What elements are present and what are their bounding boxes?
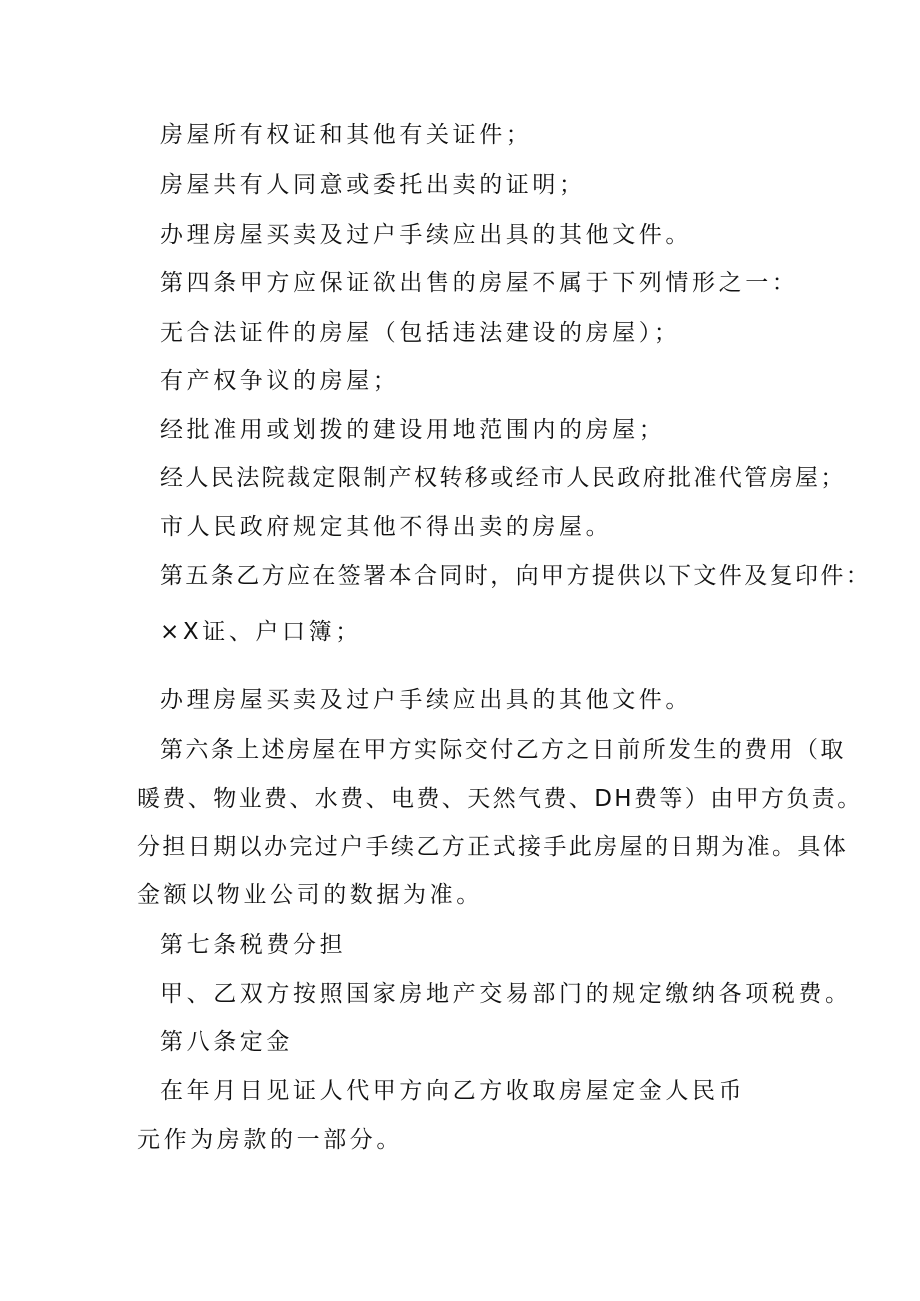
article-heading: 第四条甲方应保证欲出售的房屋不属于下列情形之一： [160, 270, 799, 296]
paragraph-line: 有产权争议的房屋； [160, 368, 400, 394]
paragraph-line: 金额以物业公司的数据为准。 [137, 882, 483, 908]
paragraph-line: 分担日期以办完过户手续乙方正式接手此房屋的日期为准。具体 [137, 834, 849, 860]
paragraph-line: 房屋共有人同意或委托出卖的证明； [160, 172, 586, 198]
paragraph-line: 办理房屋买卖及过户手续应出具的其他文件。 [160, 687, 692, 713]
paragraph-line: ×X证、户口簿； [160, 619, 362, 645]
paragraph-line: 无合法证件的房屋（包括违法建设的房屋）； [160, 320, 681, 346]
paragraph-line: 市人民政府规定其他不得出卖的房屋。 [160, 514, 613, 540]
article-heading: 第五条乙方应在签署本合同时，向甲方提供以下文件及复印件： [160, 563, 872, 589]
paragraph-line: 经人民法院裁定限制产权转移或经市人民政府批准代管房屋； [160, 465, 846, 491]
paragraph-line: 经批准用或划拨的建设用地范围内的房屋； [160, 417, 666, 443]
paragraph-line: 在年月日见证人代甲方向乙方收取房屋定金人民币 [160, 1078, 746, 1104]
article-heading: 第六条上述房屋在甲方实际交付乙方之日前所发生的费用（取 [160, 737, 846, 763]
paragraph-line: 房屋所有权证和其他有关证件； [160, 122, 533, 148]
article-heading: 第八条定金 [160, 1029, 293, 1055]
article-heading: 第七条税费分担 [160, 932, 347, 958]
paragraph-line: 办理房屋买卖及过户手续应出具的其他文件。 [160, 222, 692, 248]
paragraph-line: 元作为房款的一部分。 [137, 1127, 403, 1153]
paragraph-line: 暖费、物业费、水费、电费、天然气费、DH费等）由甲方负责。 [137, 786, 863, 812]
paragraph-line: 甲、乙双方按照国家房地产交易部门的规定缴纳各项税费。 [160, 981, 852, 1007]
